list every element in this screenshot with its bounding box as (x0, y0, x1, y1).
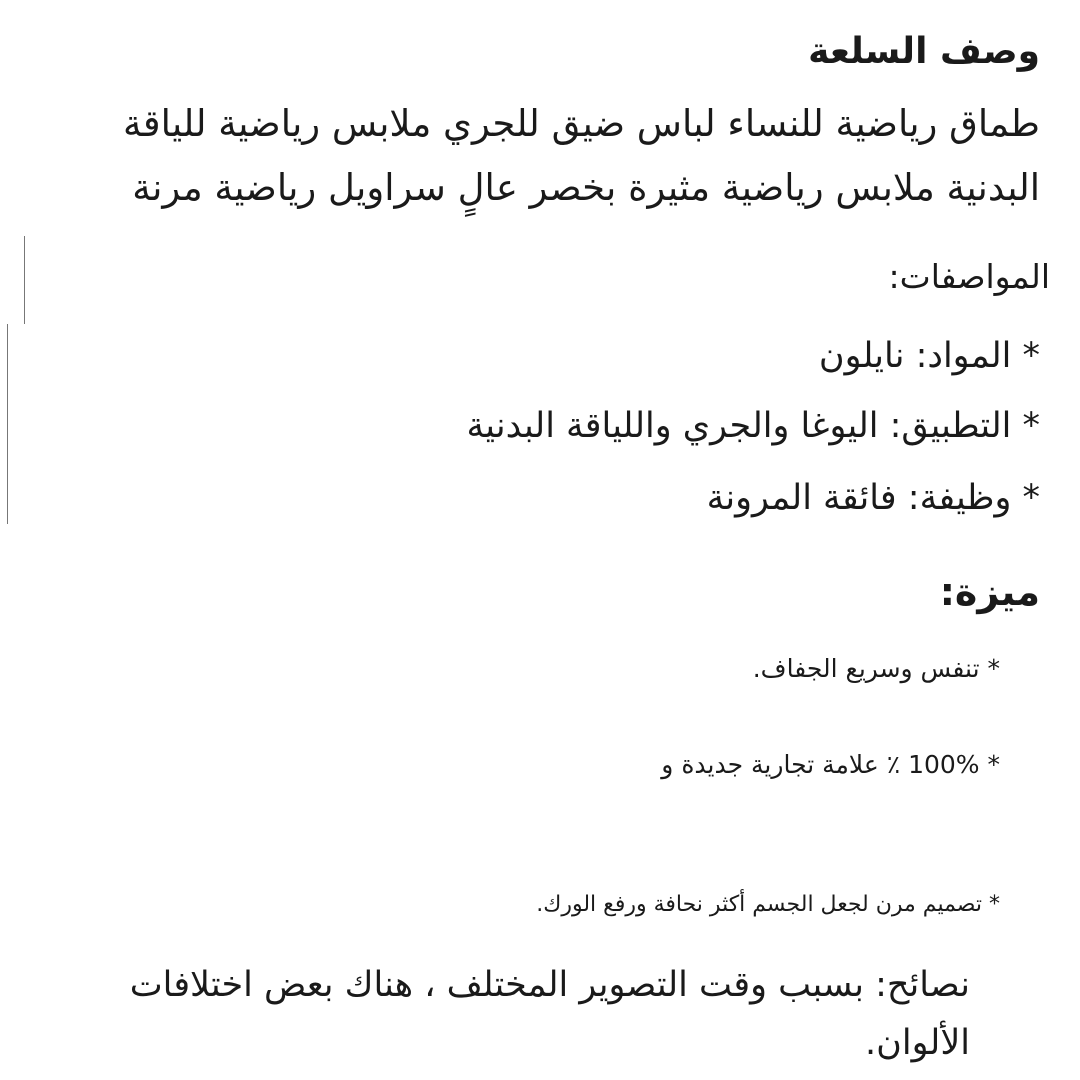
left-edge-line (7, 324, 8, 524)
specifications-heading: المواصفات: (888, 257, 1050, 296)
spec-item-function: * وظيفة: فائقة المرونة (706, 478, 1040, 518)
features-heading: ميزة: (939, 570, 1040, 614)
spec-item-material: * المواد: نايلون (818, 336, 1040, 376)
feature-item-brand-new: * 100% ٪ علامة تجارية جديدة و (661, 750, 1000, 779)
spec-item-application: * التطبيق: اليوغا والجري واللياقة البدنية (466, 406, 1040, 446)
description-line-2: البدنية ملابس رياضية مثيرة بخصر عالٍ سراويل رياضية مرنة (132, 166, 1040, 209)
feature-item-breathable: * تنفس وسريع الجفاف. (752, 654, 1000, 683)
feature-item-slim-design: * تصميم مرن لجعل الجسم أكثر نحافة ورفع الورك. (536, 892, 1000, 917)
description-line-1: طماق رياضية للنساء لباس ضيق للجري ملابس رياضية للياقة (123, 102, 1040, 145)
tips-note: نصائح: بسبب وقت التصوير المختلف ، هناك بعض اختلافات الألوان. (129, 965, 970, 1063)
section-title: وصف السلعة (808, 31, 1040, 72)
left-edge-line (24, 236, 25, 324)
